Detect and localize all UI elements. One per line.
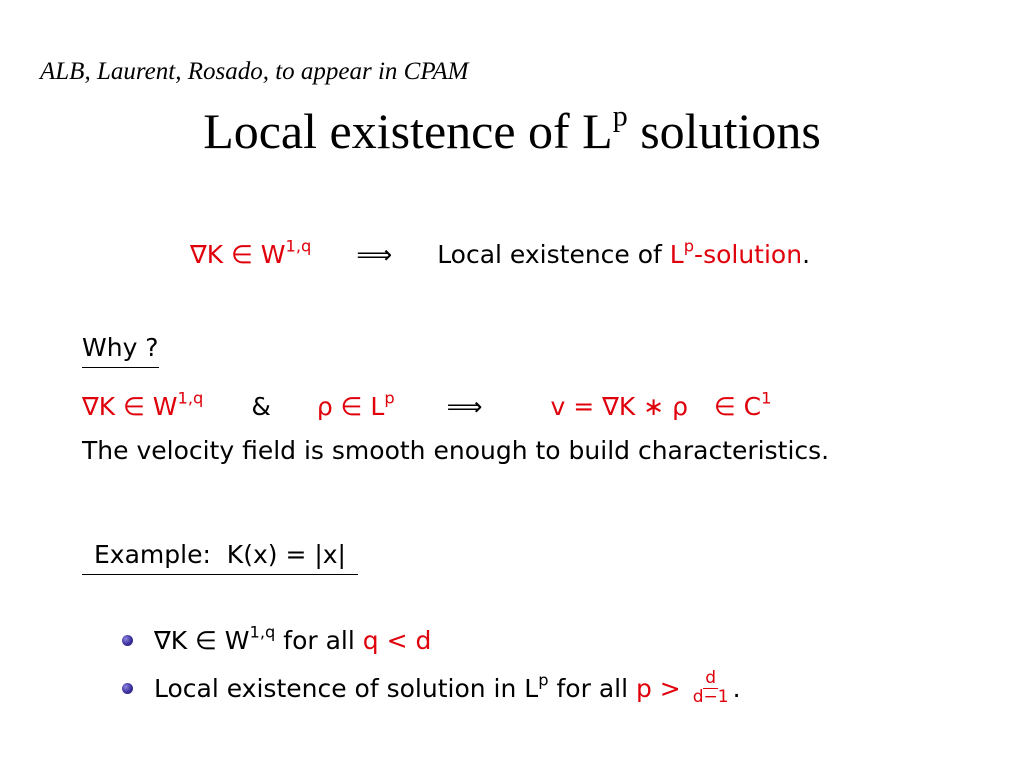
- main-claim-lp: $L^p$-solution: [669, 236, 803, 269]
- page-title: [0, 99, 1024, 160]
- why-formula-velocity: v = ∇K ∗ ρ: [550, 392, 688, 421]
- why-formula-rho: ρ ∈ $L^p$: [316, 388, 395, 421]
- why-formula: [82, 388, 772, 421]
- bullet-2-period: .: [732, 673, 741, 703]
- example-heading: [82, 540, 358, 575]
- example-formula: K(x) = |x|: [226, 540, 346, 569]
- implies-arrow-2: ⟹: [446, 392, 483, 421]
- why-formula-gradient: ∇K ∈ W$^{1,q}$: [82, 388, 204, 421]
- list-item: [122, 670, 741, 707]
- bullet-1-text: for all: [275, 626, 363, 655]
- implies-arrow: ⟹: [356, 240, 393, 269]
- main-claim: [190, 236, 811, 269]
- bullet-icon: [122, 635, 133, 646]
- bullet-2-fraction: $\frac{d}{d-1}$: [692, 668, 729, 707]
- bullet-icon: [122, 683, 133, 694]
- ampersand: &: [251, 392, 271, 421]
- title-superscript: p: [612, 99, 628, 133]
- main-claim-hypothesis: ∇K ∈ W$^{1,q}$: [190, 236, 312, 269]
- bullet-2-text2: for all: [548, 673, 636, 703]
- citation: ALB, Laurent, Rosado, to appear in CPAM: [40, 58, 469, 85]
- bullet-2-condition: p >: [635, 673, 681, 703]
- bullet-2-text: Local existence of solution in: [154, 673, 525, 703]
- bullet-2-lp: $L^p$: [524, 670, 549, 703]
- bullet-1-condition: q < d: [362, 626, 432, 655]
- why-explanation: The velocity field is smooth enough to build characteristics.: [82, 436, 830, 465]
- bullet-1-math: ∇K ∈ W$^{1,q}$: [154, 622, 276, 655]
- main-claim-text: Local existence of: [437, 240, 670, 269]
- list-item: [122, 622, 432, 655]
- why-heading: Why ?: [82, 333, 159, 368]
- title-text: Local existence of L: [203, 103, 613, 159]
- example-label: Example:: [94, 540, 211, 569]
- main-claim-period: .: [802, 240, 811, 269]
- title-rest: solutions: [627, 103, 821, 159]
- why-formula-regularity: ∈ $C^1$: [713, 388, 772, 421]
